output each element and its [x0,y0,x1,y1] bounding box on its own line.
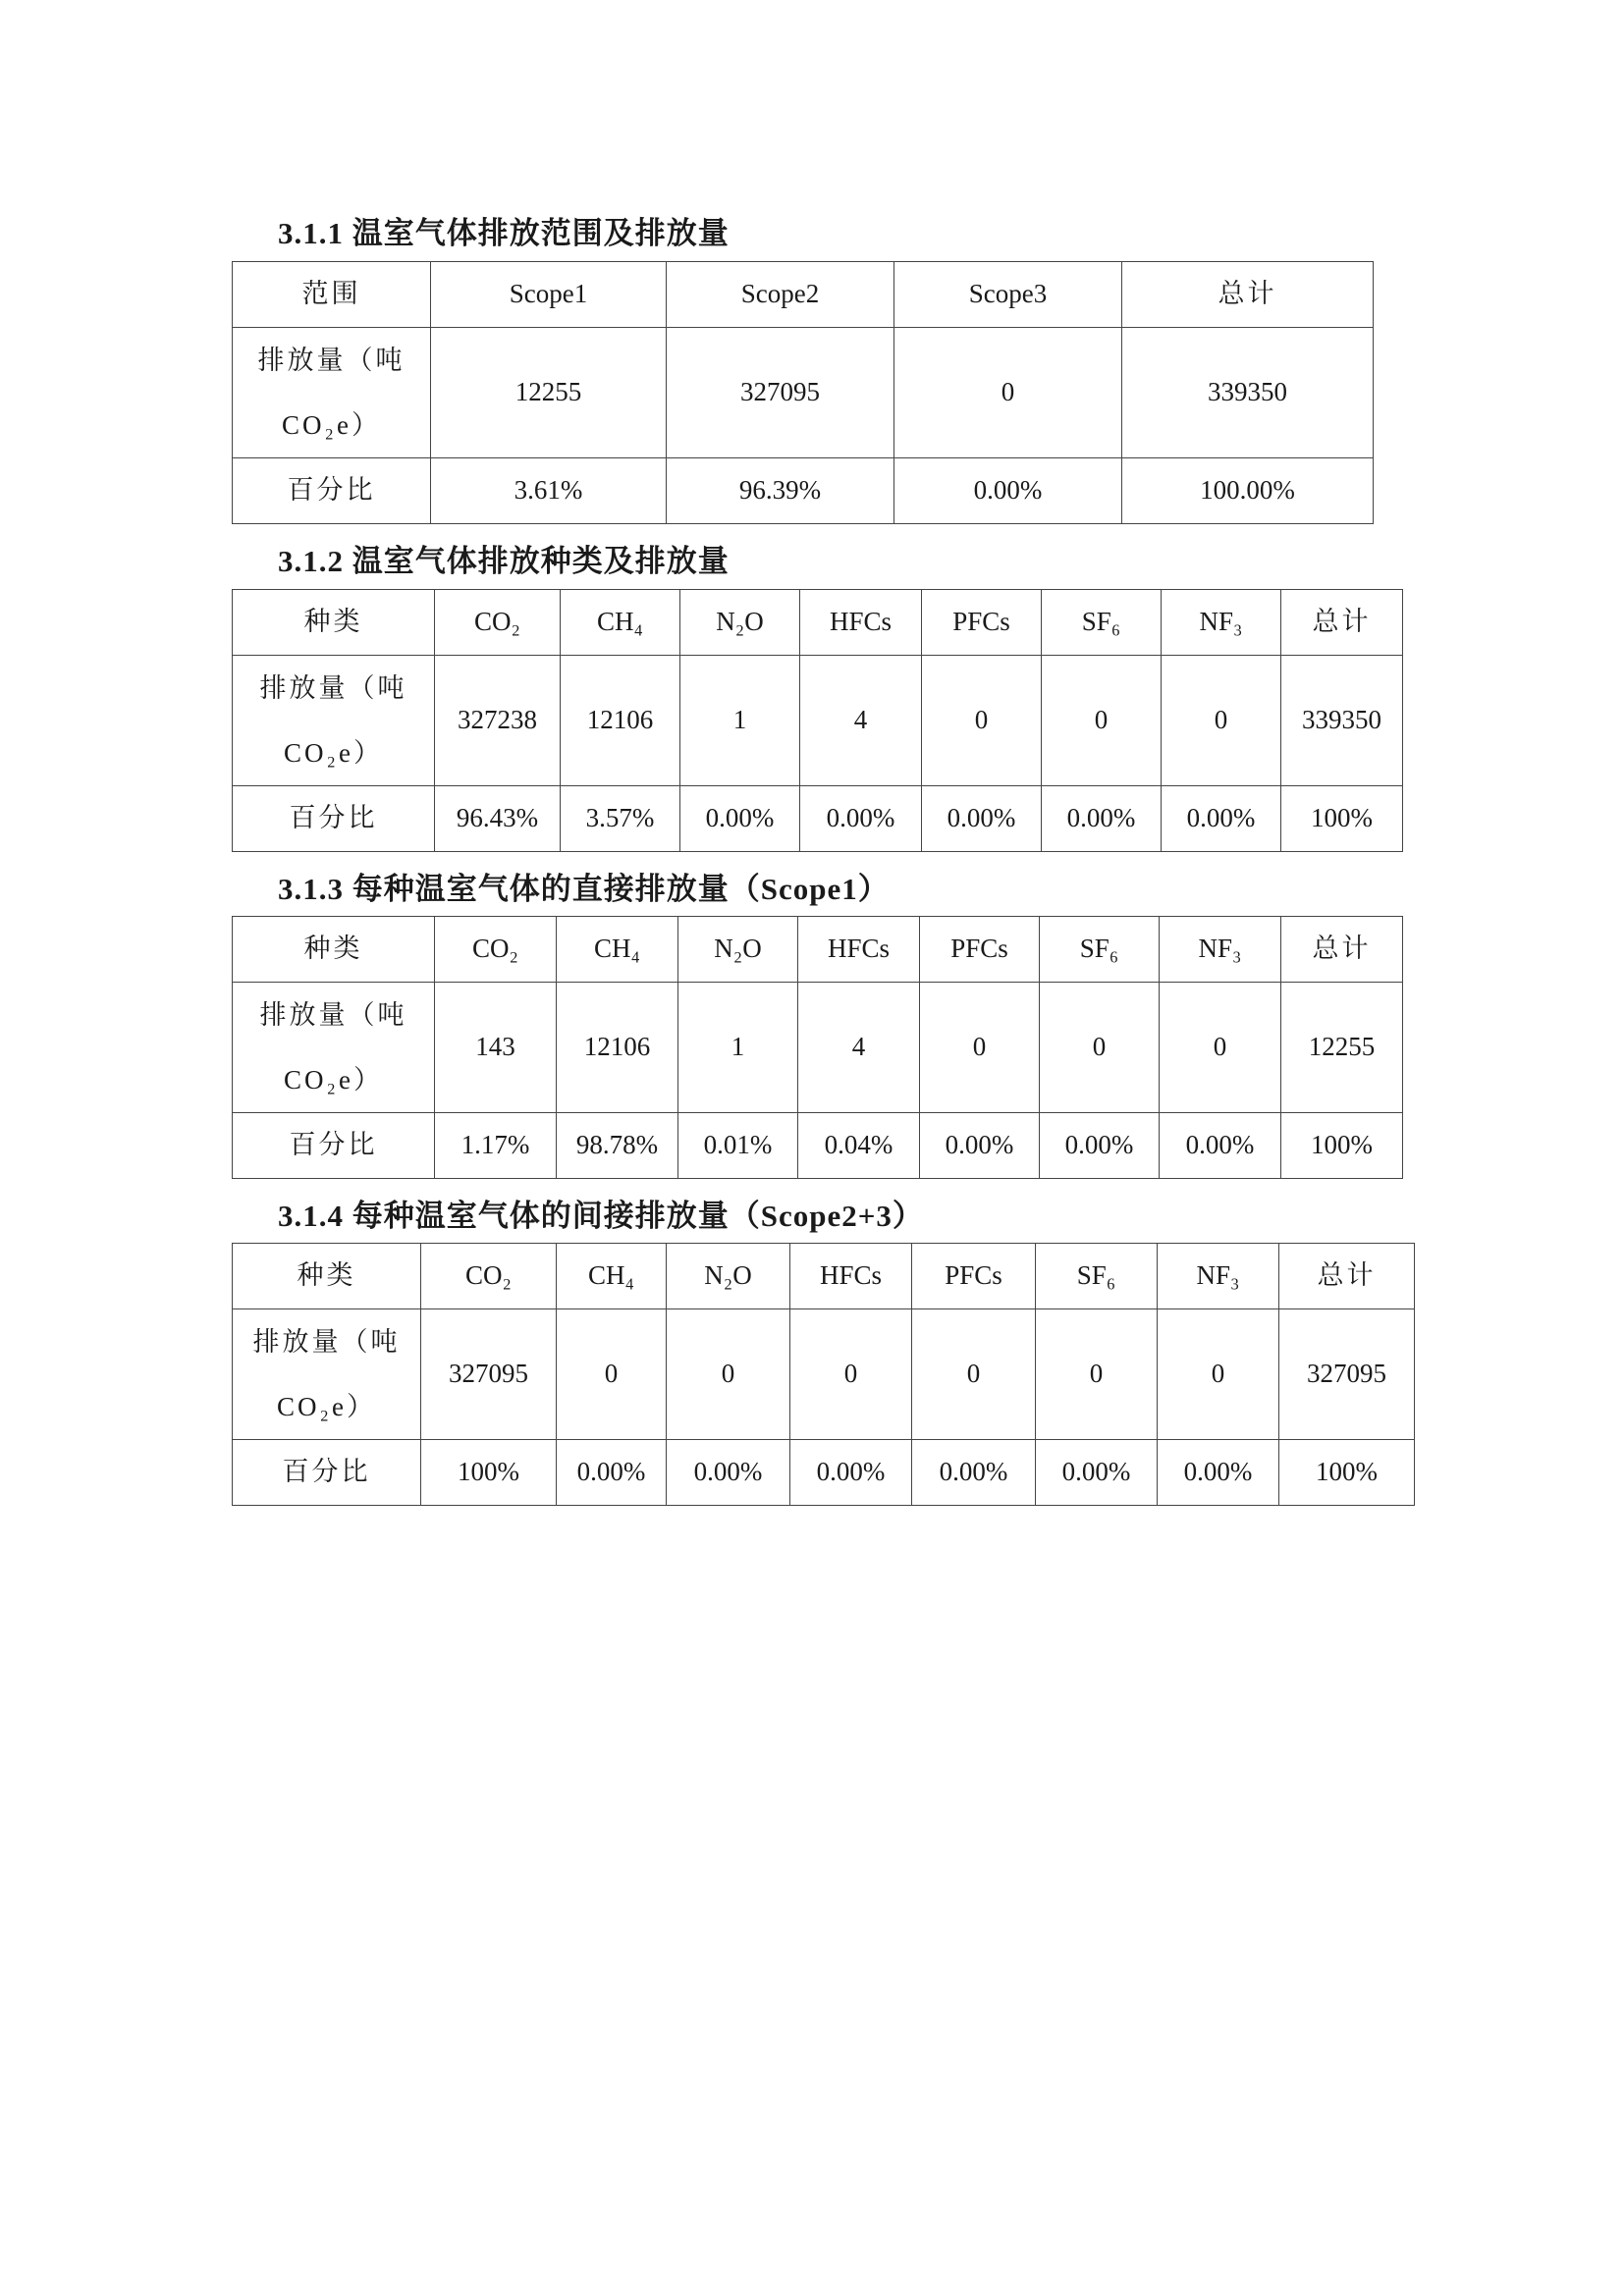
value-cell: 0 [1162,656,1281,786]
row-label: 百分比 [233,786,435,852]
table-header-row [233,1244,1415,1309]
table-header-row [233,262,1374,328]
header-cell: Scope2 [667,262,894,328]
section-heading-3-1-1: 3.1.1 温室气体排放范围及排放量 [278,216,730,250]
header-cell: 总计 [1281,917,1403,983]
header-cell: CO₂ [435,917,557,983]
value-cell: 0 [667,1309,790,1440]
header-cell: CH₄ [561,590,680,656]
percent-cell: 0.00% [1040,1113,1160,1179]
row-label: 百分比 [233,1440,421,1506]
header-cell: CO₂ [421,1244,557,1309]
percent-cell: 0.00% [912,1440,1036,1506]
row-label [233,328,431,458]
header-cell: N₂O [678,917,798,983]
percentage-row [233,458,1374,524]
percent-cell: 96.43% [435,786,561,852]
value-cell: 12106 [561,656,680,786]
header-cell: 种类 [233,917,435,983]
header-cell: CH₄ [557,1244,667,1309]
row-label-line: 排放量（吨 [259,673,407,703]
percent-cell: 0.00% [922,786,1042,852]
value-cell: 0 [557,1309,667,1440]
emission-value-row [233,328,1374,458]
value-cell: 4 [800,656,922,786]
header-cell: 总计 [1122,262,1374,328]
header-cell: PFCs [920,917,1040,983]
percent-cell: 0.00% [1162,786,1281,852]
direct-emission-table [232,916,1403,1179]
gas-type-table [232,589,1403,852]
row-label [233,983,435,1113]
header-cell: PFCs [912,1244,1036,1309]
section-heading-3-1-4: 3.1.4 每种温室气体的间接排放量（Scope2+3） [278,1199,924,1233]
percent-cell: 0.00% [920,1113,1040,1179]
row-label-line: CO₂e） [282,410,381,440]
value-cell: 143 [435,983,557,1113]
emission-value-row [233,1309,1415,1440]
value-cell: 0 [1042,656,1162,786]
percent-cell: 0.00% [1158,1440,1279,1506]
indirect-emission-table [232,1243,1415,1506]
table-header-row [233,590,1403,656]
value-cell: 12255 [1281,983,1403,1113]
header-cell: Scope1 [431,262,667,328]
percent-cell: 100% [1281,1113,1403,1179]
header-cell: PFCs [922,590,1042,656]
header-cell: CO₂ [435,590,561,656]
row-label [233,656,435,786]
percent-cell: 100% [421,1440,557,1506]
header-cell: HFCs [790,1244,912,1309]
header-cell: HFCs [800,590,922,656]
header-cell: NF₃ [1158,1244,1279,1309]
table-header-row [233,917,1403,983]
percent-cell: 98.78% [557,1113,678,1179]
value-cell: 0 [1160,983,1281,1113]
percent-cell: 0.00% [1036,1440,1158,1506]
percent-cell: 0.00% [894,458,1122,524]
header-cell: NF₃ [1162,590,1281,656]
percent-cell: 0.04% [798,1113,920,1179]
row-label: 百分比 [233,1113,435,1179]
header-cell: N₂O [667,1244,790,1309]
value-cell: 0 [1158,1309,1279,1440]
header-cell: N₂O [680,590,800,656]
section-heading-3-1-2: 3.1.2 温室气体排放种类及排放量 [278,544,730,578]
percent-cell: 0.01% [678,1113,798,1179]
value-cell: 327095 [1279,1309,1415,1440]
header-cell: NF₃ [1160,917,1281,983]
percentage-row [233,786,1403,852]
header-cell: Scope3 [894,262,1122,328]
value-cell: 1 [680,656,800,786]
row-label: 百分比 [233,458,431,524]
percent-cell: 0.00% [557,1440,667,1506]
row-label-line: CO₂e） [284,738,383,768]
value-cell: 327095 [667,328,894,458]
header-cell: 种类 [233,590,435,656]
percent-cell: 96.39% [667,458,894,524]
value-cell: 0 [912,1309,1036,1440]
percent-cell: 0.00% [680,786,800,852]
percentage-row [233,1113,1403,1179]
value-cell: 0 [920,983,1040,1113]
percent-cell: 0.00% [1160,1113,1281,1179]
percentage-row [233,1440,1415,1506]
percent-cell: 100% [1281,786,1403,852]
row-label [233,1309,421,1440]
value-cell: 4 [798,983,920,1113]
header-cell: HFCs [798,917,920,983]
value-cell: 0 [1040,983,1160,1113]
value-cell: 339350 [1281,656,1403,786]
header-cell: SF₆ [1036,1244,1158,1309]
percent-cell: 0.00% [1042,786,1162,852]
header-cell: 总计 [1279,1244,1415,1309]
header-cell: 总计 [1281,590,1403,656]
header-cell: SF₆ [1042,590,1162,656]
scope-table [232,261,1374,524]
row-label-line: 排放量（吨 [257,346,406,375]
header-cell: CH₄ [557,917,678,983]
row-label-line: CO₂e） [277,1392,376,1421]
row-label-line: 排放量（吨 [259,1000,407,1030]
value-cell: 1 [678,983,798,1113]
value-cell: 12106 [557,983,678,1113]
emission-value-row [233,983,1403,1113]
percent-cell: 100% [1279,1440,1415,1506]
percent-cell: 0.00% [800,786,922,852]
row-label-line: CO₂e） [284,1065,383,1095]
value-cell: 0 [922,656,1042,786]
section-heading-3-1-3: 3.1.3 每种温室气体的直接排放量（Scope1） [278,872,890,906]
value-cell: 0 [894,328,1122,458]
percent-cell: 0.00% [667,1440,790,1506]
percent-cell: 3.61% [431,458,667,524]
value-cell: 327238 [435,656,561,786]
header-cell: 范围 [233,262,431,328]
value-cell: 0 [1036,1309,1158,1440]
value-cell: 12255 [431,328,667,458]
emission-value-row [233,656,1403,786]
value-cell: 327095 [421,1309,557,1440]
header-cell: SF₆ [1040,917,1160,983]
percent-cell: 100.00% [1122,458,1374,524]
header-cell: 种类 [233,1244,421,1309]
percent-cell: 0.00% [790,1440,912,1506]
value-cell: 0 [790,1309,912,1440]
row-label-line: 排放量（吨 [252,1327,401,1357]
percent-cell: 1.17% [435,1113,557,1179]
value-cell: 339350 [1122,328,1374,458]
percent-cell: 3.57% [561,786,680,852]
